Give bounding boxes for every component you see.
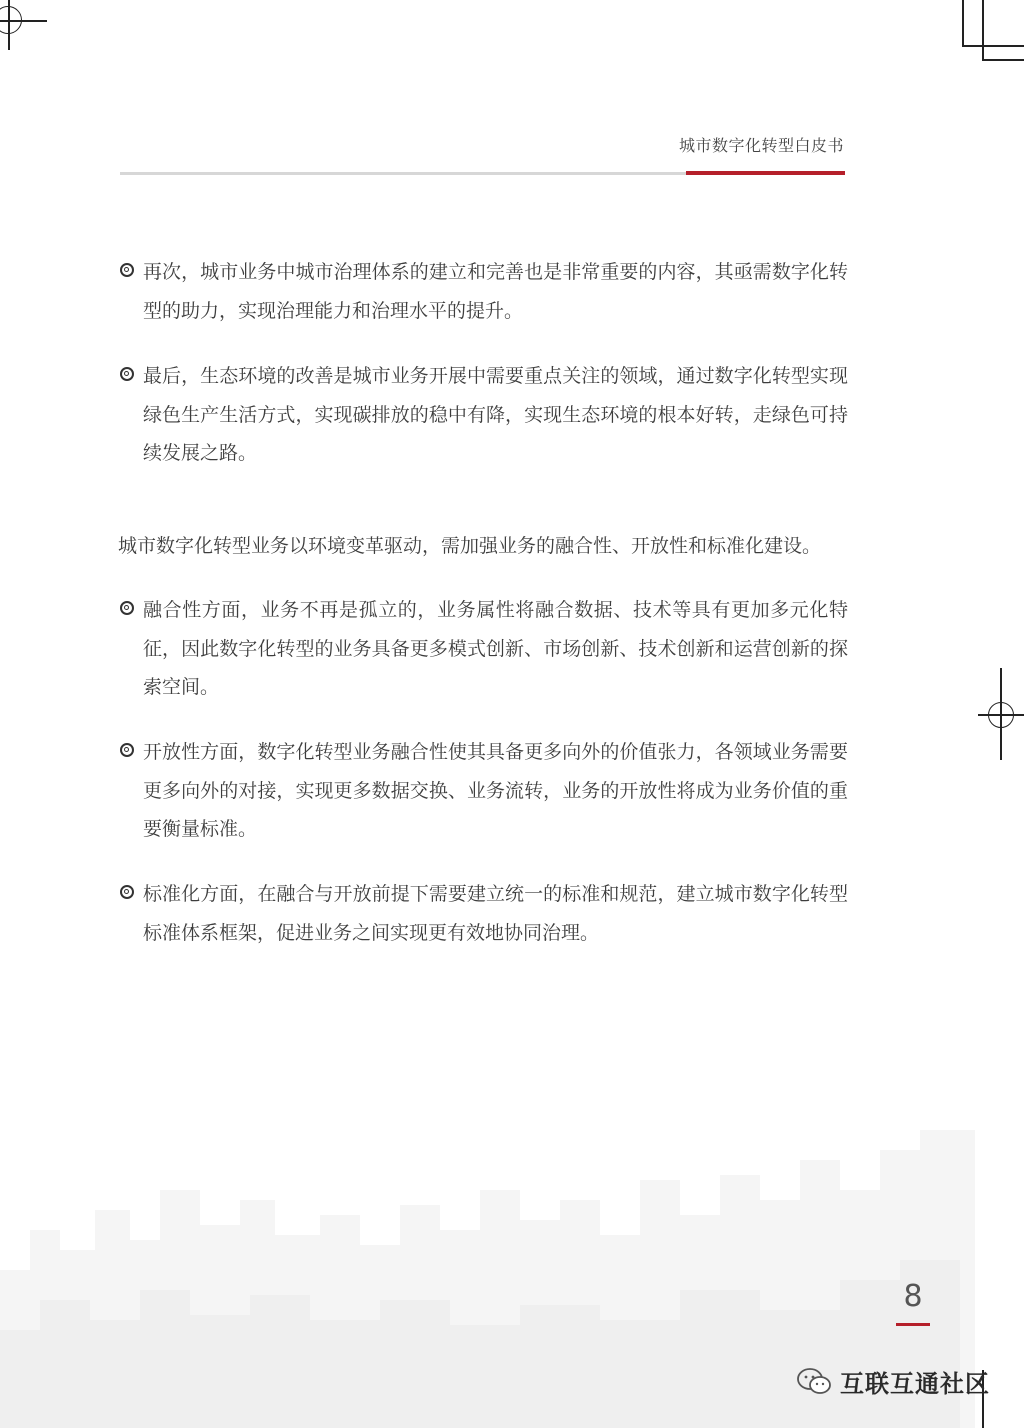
list-item: [118, 357, 848, 473]
list-item: [118, 875, 848, 952]
watermark: [796, 1364, 990, 1398]
list-item-text: 最后，生态环境的改善是城市业务开展中需要重点关注的领域，通过数字化转型实现绿色生产生活方式，实现碳排放的稳中有降，实现生态环境的根本好转，走绿色可持续发展之路。: [143, 365, 848, 464]
list-item: [118, 253, 848, 330]
page-number-underline: [896, 1323, 930, 1326]
watermark-text: 互联互通社区: [840, 1369, 990, 1398]
circle-bullet-icon: [120, 367, 134, 381]
list-item-text: 融合性方面，业务不再是孤立的，业务属性将融合数据、技术等具有更加多元化特征，因此数字化转型的业务具备更多模式创新、市场创新、技术创新和运营创新的探索空间。: [143, 599, 848, 698]
list-item-text: 开放性方面，数字化转型业务融合性使其具备更多向外的价值张力，各领域业务需要更多向外的对接，实现更多数据交换、业务流转，业务的开放性将成为业务价值的重要衡量标准。: [143, 741, 848, 840]
circle-bullet-icon: [120, 743, 134, 757]
list-item: [118, 733, 848, 849]
header-title: 城市数字化转型白皮书: [678, 136, 844, 155]
header-divider: [120, 172, 686, 175]
page-number: 8: [903, 1279, 923, 1314]
circle-bullet-icon: [120, 601, 134, 615]
circle-bullet-icon: [120, 263, 134, 277]
list-item-text: 标准化方面，在融合与开放前提下需要建立统一的标准和规范，建立城市数字化转型标准体系框架，促进业务之间实现更有效地协同治理。: [143, 883, 848, 944]
list-item: [118, 591, 848, 707]
list-item-text: 再次，城市业务中城市治理体系的建立和完善也是非常重要的内容，其亟需数字化转型的助力，实现治理能力和治理水平的提升。: [143, 261, 848, 322]
header-accent-bar: [686, 171, 845, 175]
wechat-icon: [796, 1366, 832, 1396]
intro-paragraph: 城市数字化转型业务以环境变革驱动，需加强业务的融合性、开放性和标准化建设。: [118, 535, 822, 557]
circle-bullet-icon: [120, 885, 134, 899]
